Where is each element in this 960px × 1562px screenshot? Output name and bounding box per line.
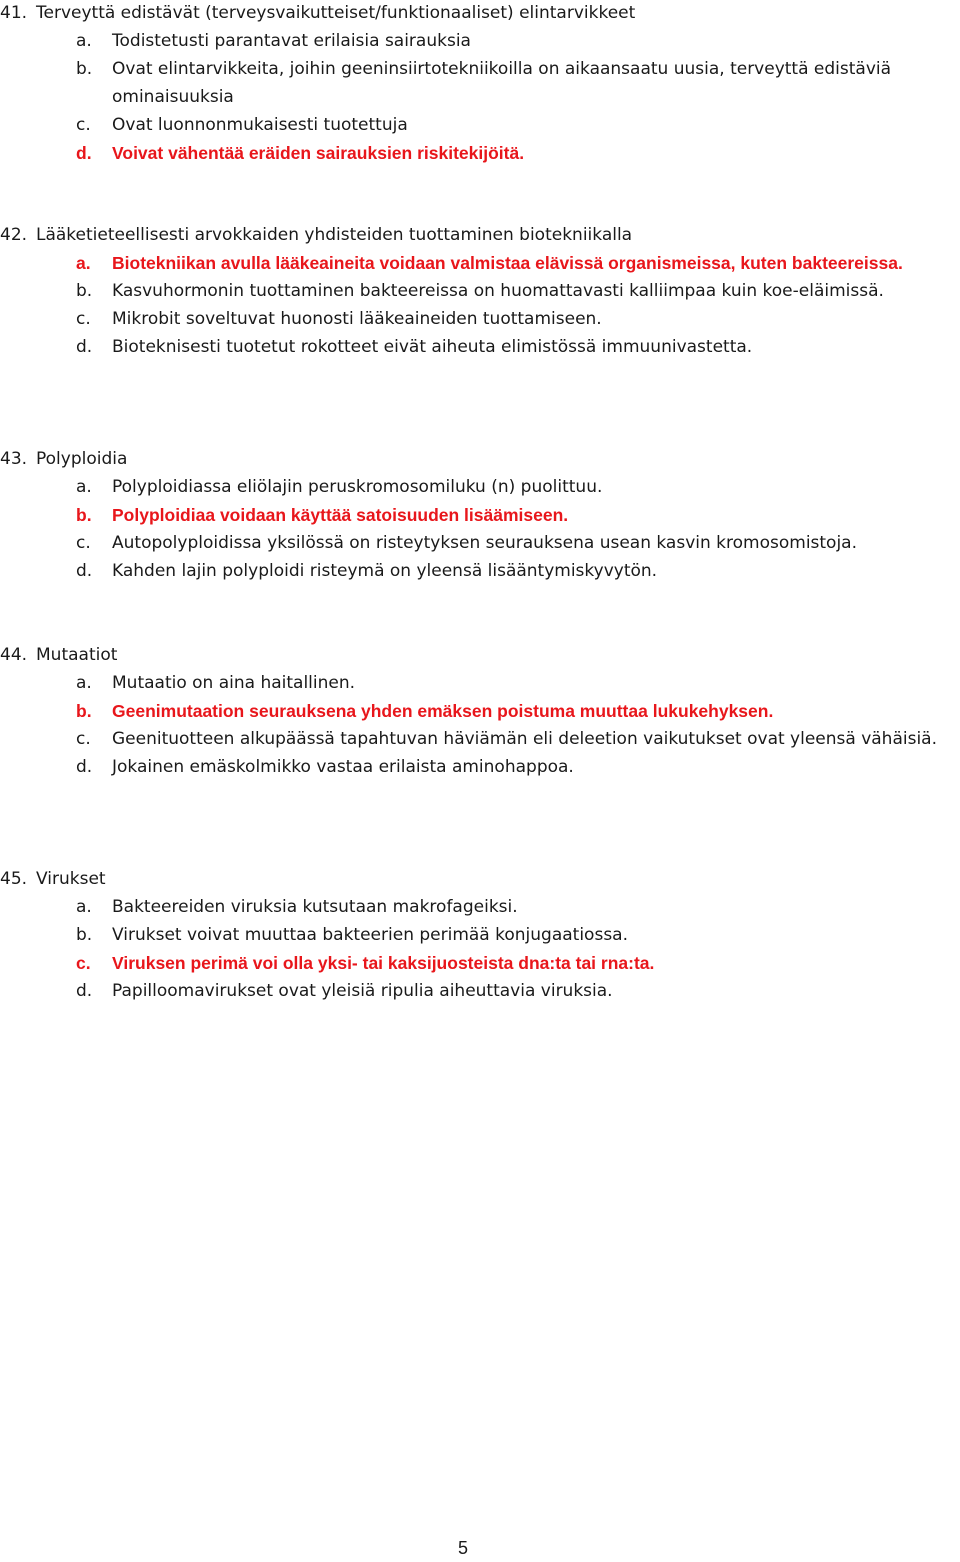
- answer-letter: c.: [76, 533, 91, 553]
- answer-option: [0, 305, 958, 333]
- correct-answer-option: [0, 949, 958, 977]
- question-title: [0, 221, 958, 249]
- answer-text: Bakteereiden viruksia kutsutaan makrofageiksi.: [112, 897, 518, 917]
- answer-text: Ovat elintarvikkeita, joihin geeninsiirtotekniikoilla on aikaansaatu uusia, terveyttä edistäviä ominaisuuksia: [112, 59, 892, 107]
- question-number: 44.: [0, 645, 28, 665]
- question-number: 42.: [0, 225, 28, 245]
- answer-letter: a.: [76, 477, 92, 497]
- correct-answer-option: [0, 697, 958, 725]
- answer-text: Polyploidiaa voidaan käyttää satoisuuden lisäämiseen.: [112, 505, 569, 525]
- answer-list: [0, 27, 958, 167]
- correct-answer-option: [0, 501, 958, 529]
- question-title: [0, 865, 958, 893]
- answer-text: Geenimutaation seurauksena yhden emäksen poistuma muuttaa lukukehyksen.: [112, 701, 774, 721]
- answer-letter: d.: [76, 981, 93, 1001]
- answer-letter: b.: [76, 281, 93, 301]
- page-number: 5: [457, 1538, 468, 1558]
- answer-letter: d.: [76, 561, 93, 581]
- answer-option: [0, 529, 958, 557]
- answer-option: [0, 893, 958, 921]
- answer-option: [0, 473, 958, 501]
- question-number: 45.: [0, 869, 28, 889]
- answer-text: Todistetusti parantavat erilaisia sairauksia: [112, 31, 471, 51]
- answer-letter: b.: [76, 59, 93, 79]
- answer-text: Ovat luonnonmukaisesti tuotettuja: [112, 115, 408, 135]
- answer-option: [0, 333, 958, 361]
- answer-letter: a.: [76, 253, 91, 273]
- answer-text: Kahden lajin polyploidi risteymä on yleensä lisääntymiskyvytön.: [112, 561, 658, 581]
- answer-option: [0, 27, 958, 55]
- answer-letter: a.: [76, 897, 92, 917]
- question-45: [0, 865, 958, 1005]
- answer-letter: c.: [76, 953, 91, 973]
- answer-text: Jokainen emäskolmikko vastaa erilaista aminohappoa.: [112, 757, 574, 777]
- answer-text: Biotekniikan avulla lääkeaineita voidaan valmistaa elävissä organismeissa, kuten bakteereissa.: [112, 253, 903, 273]
- answer-text: Geenituotteen alkupäässä tapahtuvan häviämän eli deleetion vaikutukset ovat yleensä vähäisiä.: [112, 729, 937, 749]
- answer-letter: c.: [76, 309, 91, 329]
- answer-option: [0, 111, 958, 139]
- answer-letter: c.: [76, 115, 91, 135]
- answer-letter: b.: [76, 925, 93, 945]
- correct-answer-option: [0, 249, 958, 277]
- answer-letter: b.: [76, 505, 92, 525]
- question-text: Mutaatiot: [36, 645, 118, 665]
- correct-answer-option: [0, 139, 958, 167]
- question-42: [0, 221, 958, 361]
- answer-option: [0, 277, 958, 305]
- answer-option: [0, 557, 958, 585]
- question-number: 43.: [0, 449, 28, 469]
- answer-text: Polyploidiassa eliölajin peruskromosomiluku (n) puolittuu.: [112, 477, 603, 497]
- answer-text: Bioteknisesti tuotetut rokotteet eivät aiheuta elimistössä immuunivastetta.: [112, 337, 753, 357]
- answer-text: Papilloomavirukset ovat yleisiä ripulia aiheuttavia viruksia.: [112, 981, 613, 1001]
- answer-letter: b.: [76, 701, 92, 721]
- answer-letter: c.: [76, 729, 91, 749]
- question-number: 41.: [0, 3, 28, 23]
- answer-text: Virukset voivat muuttaa bakteerien perimää konjugaatiossa.: [112, 925, 628, 945]
- question-text: Virukset: [36, 869, 106, 889]
- question-title: [0, 0, 958, 27]
- answer-list: [0, 669, 958, 781]
- answer-option: [0, 921, 958, 949]
- answer-option: [0, 669, 958, 697]
- answer-letter: d.: [76, 337, 93, 357]
- answer-text: Kasvuhormonin tuottaminen bakteereissa on huomattavasti kalliimpaa kuin koe-eläimissä.: [112, 281, 884, 301]
- question-41: [0, 0, 958, 167]
- answer-list: [0, 249, 958, 361]
- answer-option: [0, 753, 958, 781]
- question-text: Terveyttä edistävät (terveysvaikutteiset/funktionaaliset) elintarvikkeet: [36, 3, 636, 23]
- question-44: [0, 641, 958, 781]
- question-title: [0, 445, 958, 473]
- answer-letter: d.: [76, 757, 93, 777]
- answer-text: Mutaatio on aina haitallinen.: [112, 673, 356, 693]
- answer-list: [0, 893, 958, 1005]
- answer-text: Autopolyploidissa yksilössä on risteytyksen seurauksena usean kasvin kromosomistoja.: [112, 533, 858, 553]
- answer-list: [0, 473, 958, 585]
- question-text: Lääketieteellisesti arvokkaiden yhdisteiden tuottaminen biotekniikalla: [36, 225, 633, 245]
- answer-option: [0, 55, 958, 111]
- answer-letter: a.: [76, 31, 92, 51]
- answer-option: [0, 977, 958, 1005]
- answer-letter: d.: [76, 143, 92, 163]
- answer-text: Mikrobit soveltuvat huonosti lääkeaineiden tuottamiseen.: [112, 309, 602, 329]
- answer-letter: a.: [76, 673, 92, 693]
- question-43: [0, 445, 958, 585]
- question-title: [0, 641, 958, 669]
- answer-text: Voivat vähentää eräiden sairauksien riskitekijöitä.: [112, 143, 525, 163]
- answer-text: Viruksen perimä voi olla yksi- tai kaksijuosteista dna:ta tai rna:ta.: [112, 953, 655, 973]
- answer-option: [0, 725, 958, 753]
- question-text: Polyploidia: [36, 449, 128, 469]
